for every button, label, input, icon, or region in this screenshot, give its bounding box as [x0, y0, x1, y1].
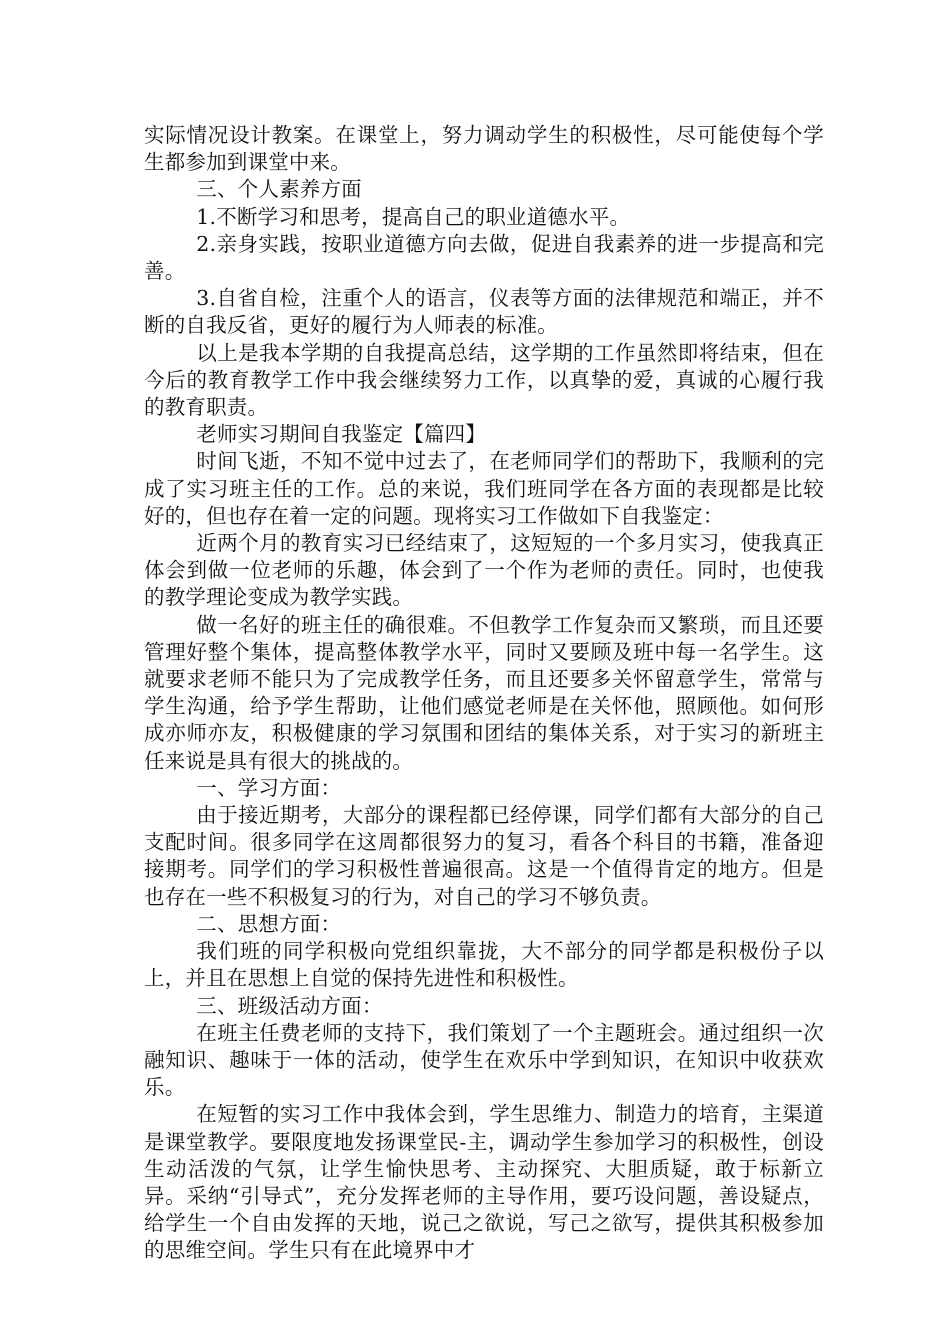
paragraph: 做一名好的班主任的确很难。不但教学工作复杂而又繁琐，而且还要管理好整个集体，提高整体教学水平，同时又要顾及班中每一名学生。这就要求老师不能只为了完成教学任务，而且还要多关怀留意学生，常常与学生沟通，给予学生帮助，让他们感觉老师是在关怀他，照顾他。如何形成亦师亦友，积极健康的学习氛围和团结的集体关系，对于实习的新班主任来说是具有很大的挑战的。 — [144, 612, 824, 773]
paragraph: 近两个月的教育实习已经结束了，这短短的一个多月实习，使我真正体会到做一位老师的乐趣，体会到了一个作为老师的责任。同时，也使我的教学理论变成为教学实践。 — [144, 531, 824, 610]
article-title-part-four: 老师实习期间自我鉴定【篇四】 — [196, 422, 487, 447]
paragraph-continuation: 实际情况设计教案。在课堂上，努力调动学生的积极性，尽可能使每个学生都参加到课堂中来。 — [144, 123, 824, 175]
paragraph: 1.不断学习和思考，提高自己的职业道德水平。 — [196, 204, 631, 229]
paragraph: 在班主任费老师的支持下，我们策划了一个主题班会。通过组织一次融知识、趣味于一体的活动，使学生在欢乐中学到知识，在知识中收获欢乐。 — [144, 1020, 824, 1100]
paragraph: 由于接近期考，大部分的课程都已经停课，同学们都有大部分的自己支配时间。很多同学在这周都很努力的复习，看各个科目的书籍，准备迎接期考。同学们的学习积极性普遍很高。这是一个值得肯定的地方。但是也存在一些不积极复习的行为，对自己的学习不够负责。 — [144, 803, 824, 909]
paragraph: 在短暂的实习工作中我体会到，学生思维力、制造力的培育，主渠道是课堂教学。要限度地发扬课堂民-主，调动学生参加学习的积极性，创设生动活泼的气氛，让学生愉快思考、主动探究、大胆质疑，敢于标新立异。采纳“引导式”，充分发挥老师的主导作用，要巧设问题，善设疑点，给学生一个自由发挥的天地，说己之欲说，写己之欲写，提供其积极参加的思维空间。学生只有在此境界中才 — [144, 1102, 824, 1263]
paragraph: 时间飞逝，不知不觉中过去了，在老师同学们的帮助下，我顺利的完成了实习班主任的工作。总的来说，我们班同学在各方面的表现都是比较好的，但也存在着一定的问题。现将实习工作做如下自我鉴定： — [144, 449, 824, 528]
document-body — [144, 122, 824, 1265]
paragraph: 3.自省自检，注重个人的语言，仪表等方面的法律规范和端正，并不断的自我反省，更好的履行为人师表的标准。 — [144, 286, 824, 338]
paragraph: 我们班的同学积极向党组织靠拢，大不部分的同学都是积极份子以上，并且在思想上自觉的保持先进性和积极性。 — [144, 939, 824, 991]
paragraph: 2.亲身实践，按职业道德方向去做，促进自我素养的进一步提高和完善。 — [144, 231, 824, 284]
section-heading-thought: 二、思想方面： — [196, 911, 342, 936]
section-heading-class-activity: 三、班级活动方面： — [196, 993, 383, 1018]
paragraph: 以上是我本学期的自我提高总结，这学期的工作虽然即将结束，但在今后的教育教学工作中我会继续努力工作，以真挚的爱，真诚的心履行我的教育职责。 — [144, 340, 824, 420]
section-heading-study: 一、学习方面： — [196, 775, 342, 800]
section-heading-personal-quality: 三、个人素养方面 — [196, 177, 362, 202]
